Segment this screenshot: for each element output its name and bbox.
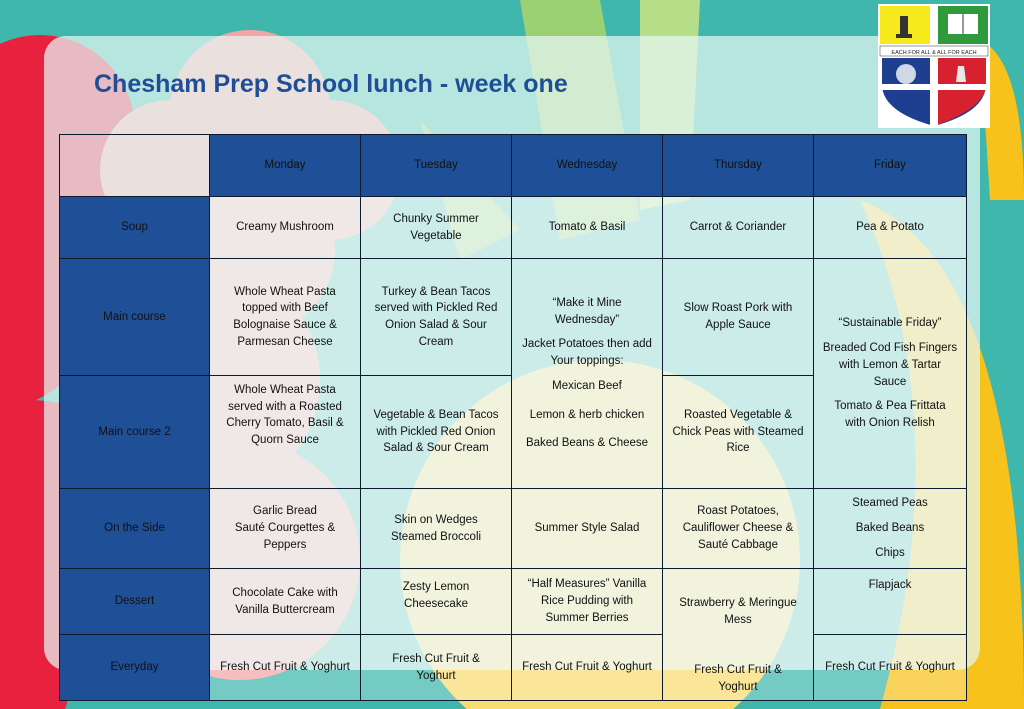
page-title: Chesham Prep School lunch - week one [94, 70, 568, 98]
menu-text: Bolognaise Sauce & [233, 319, 337, 331]
cell-dessert-everyday-thursday [663, 569, 814, 701]
menu-text: Chick Peas with Steamed [672, 425, 804, 438]
menu-text: Steamed Peas [852, 497, 928, 510]
menu-text: Your toppings: [550, 355, 624, 368]
menu-text: Cheesecake [404, 597, 468, 610]
menu-text: Quorn Sauce [251, 434, 319, 447]
menu-text: Steamed Broccoli [390, 530, 482, 543]
menu-text: Roast Potatoes, [697, 505, 779, 518]
menu-text: Garlic Bread [253, 505, 317, 518]
menu-text: Tomato & Basil [548, 221, 626, 234]
cell-main1-tuesday [361, 259, 512, 376]
menu-text: Lemon & herb chicken [529, 408, 645, 421]
table-row-soup [60, 197, 967, 259]
menu-text: Rice Pudding with [540, 595, 634, 608]
cell-main2-monday [210, 376, 361, 489]
menu-text: Chips [875, 546, 905, 559]
menu-text: Vegetable [410, 229, 462, 242]
menu-text: Tomato & Pea Frittata [834, 400, 946, 413]
cell-everyday-wednesday [512, 635, 663, 701]
menu-text: Fresh Cut Fruit & Yoghurt [220, 661, 350, 674]
menu-text: Sauté Courgettes & [234, 522, 336, 535]
menu-text: Vegetable & Bean Tacos [373, 408, 499, 421]
menu-text: served with a Roasted [228, 400, 342, 413]
menu-text: Vanilla Buttercream [235, 603, 335, 616]
day-header-friday: Friday [814, 135, 967, 197]
cell-soup-monday [210, 197, 361, 259]
menu-text: Roasted Vegetable & [683, 408, 793, 421]
menu-text: Wednesday” [554, 313, 620, 326]
menu-text: Jacket Potatoes then add [522, 338, 652, 351]
menu-text: served with Pickled Red [374, 302, 498, 315]
menu-text: topped with Beef [242, 302, 328, 315]
menu-text: “Half Measures” Vanilla [527, 578, 647, 591]
cell-main2-tuesday [361, 376, 512, 489]
cell-side-monday [210, 489, 361, 569]
table-row-on-the-side [60, 489, 967, 569]
menu-text: Pea & Potato [856, 221, 924, 234]
day-header-tuesday: Tuesday [361, 135, 512, 197]
menu-text: Fresh Cut Fruit & [392, 652, 480, 665]
menu-text: “Sustainable Friday” [838, 317, 942, 330]
menu-text: with Onion Relish [845, 416, 935, 429]
row-header-main-course: Main course [60, 259, 210, 376]
menu-text: Yoghurt [718, 681, 758, 694]
cell-side-wednesday [512, 489, 663, 569]
row-header-main-course-2: Main course 2 [60, 376, 210, 489]
menu-text: Fresh Cut Fruit & [694, 664, 782, 677]
row-header-on-the-side: On the Side [60, 489, 210, 569]
day-header-monday: Monday [210, 135, 361, 197]
menu-text: Strawberry & Meringue [679, 597, 797, 609]
menu-text: Creamy Mushroom [236, 221, 334, 234]
menu-text: Skin on Wedges [394, 513, 478, 526]
row-header-everyday: Everyday [60, 635, 210, 701]
cell-soup-friday [814, 197, 967, 259]
menu-text: Turkey & Bean Tacos [381, 285, 491, 298]
menu-text: Cream [418, 335, 454, 348]
row-header-soup: Soup [60, 197, 210, 259]
cell-dessert-wednesday [512, 569, 663, 635]
menu-text: Mexican Beef [552, 379, 622, 392]
menu-text: Chocolate Cake with [232, 586, 338, 599]
menu-text: Yoghurt [416, 669, 456, 682]
cell-dessert-tuesday [361, 569, 512, 635]
table-corner [60, 135, 210, 197]
menu-text: Flapjack [868, 579, 912, 591]
menu-text: Baked Beans [855, 522, 925, 535]
menu-text: Summer Berries [545, 611, 629, 624]
menu-text: with Pickled Red Onion [376, 425, 496, 438]
menu-text: Rice [726, 442, 750, 455]
cell-main2-thursday [663, 376, 814, 489]
menu-text: Zesty Lemon [402, 581, 470, 593]
cell-everyday-friday [814, 635, 967, 701]
cell-soup-tuesday [361, 197, 512, 259]
menu-text: Fresh Cut Fruit & Yoghurt [522, 661, 652, 674]
cell-soup-wednesday [512, 197, 663, 259]
menu-text: with Lemon & Tartar [838, 358, 942, 371]
menu-text: Whole Wheat Pasta [234, 384, 336, 396]
cell-main-wednesday [512, 259, 663, 489]
cell-main1-monday [210, 259, 361, 376]
menu-text: Peppers [263, 538, 307, 551]
menu-text: “Make it Mine [552, 297, 622, 310]
menu-text: Breaded Cod Fish Fingers [822, 342, 958, 355]
cell-dessert-friday [814, 569, 967, 635]
menu-text: Whole Wheat Pasta [234, 285, 336, 298]
day-header-thursday: Thursday [663, 135, 814, 197]
menu-text: Cauliflower Cheese & [682, 522, 794, 535]
menu-text: Apple Sauce [705, 319, 771, 331]
menu-text: Salad & Sour Cream [383, 442, 489, 455]
school-crest-icon [878, 4, 990, 128]
row-header-dessert: Dessert [60, 569, 210, 635]
menu-text: Fresh Cut Fruit & Yoghurt [825, 661, 955, 674]
menu-text: Sauce [873, 375, 907, 388]
menu-text: Summer Style Salad [534, 522, 640, 535]
table-row-main-course [60, 259, 967, 376]
crest-motto: EACH FOR ALL & ALL FOR EACH [891, 50, 977, 56]
menu-text: Parmesan Cheese [237, 335, 333, 348]
cell-main1-thursday [663, 259, 814, 376]
cell-dessert-monday [210, 569, 361, 635]
menu-text: Onion Salad & Sour [385, 319, 487, 331]
cell-side-thursday [663, 489, 814, 569]
cell-main-friday [814, 259, 967, 489]
cell-side-friday [814, 489, 967, 569]
menu-text: Slow Roast Pork with [683, 302, 793, 315]
cell-everyday-tuesday [361, 635, 512, 701]
day-header-wednesday: Wednesday [512, 135, 663, 197]
menu-text: Carrot & Coriander [689, 221, 787, 234]
menu-text: Sauté Cabbage [698, 538, 778, 551]
table-row-dessert [60, 569, 967, 635]
lunch-menu-table [59, 134, 967, 701]
menu-text: Chunky Summer [393, 212, 479, 225]
menu-text: Baked Beans & Cheese [525, 437, 649, 450]
cell-everyday-monday [210, 635, 361, 701]
table-header-row [60, 135, 967, 197]
menu-text: Mess [724, 613, 752, 626]
menu-text: Cherry Tomato, Basil & [226, 417, 344, 430]
cell-soup-thursday [663, 197, 814, 259]
table-row-everyday [60, 635, 967, 701]
cell-side-tuesday [361, 489, 512, 569]
